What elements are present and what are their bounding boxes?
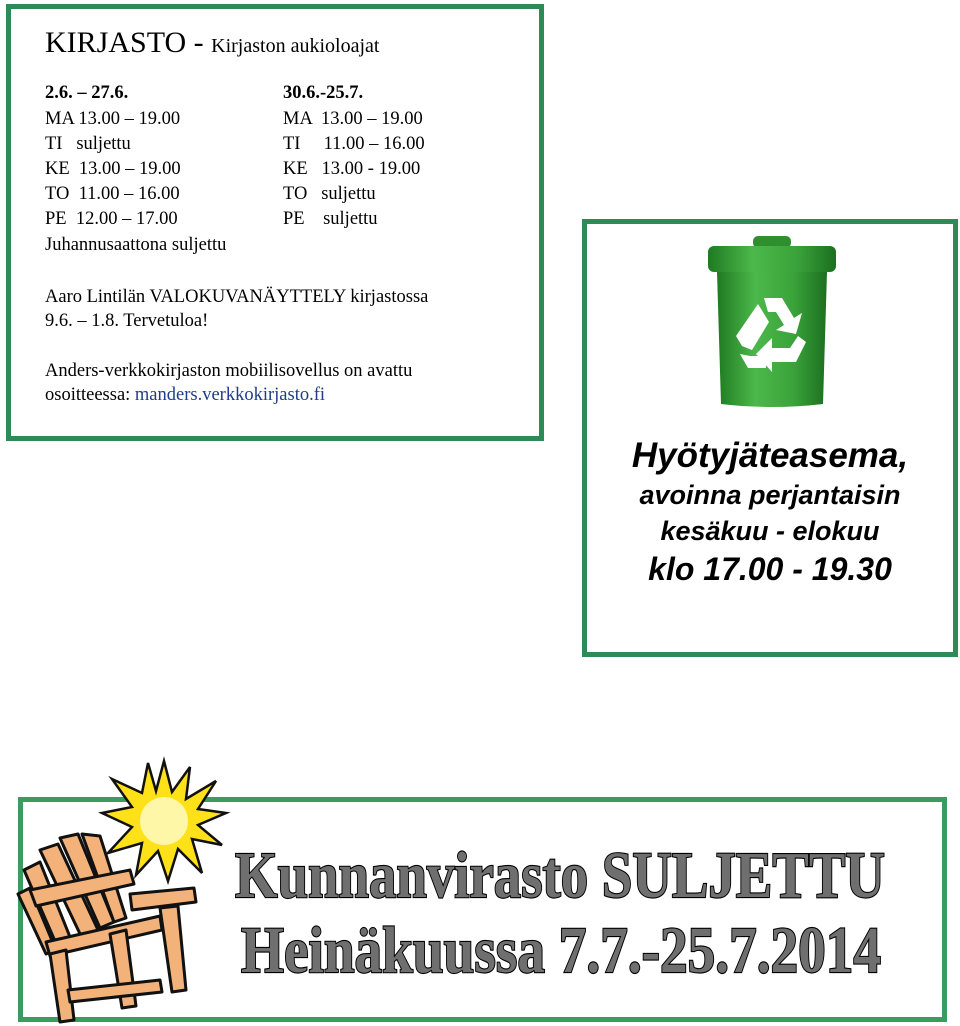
period2-heading: 30.6.-25.7. <box>283 83 364 103</box>
verkkokirjasto-link[interactable]: manders.verkkokirjasto.fi <box>134 385 326 405</box>
recycling-hours: klo 17.00 - 19.30 <box>648 551 892 587</box>
office-closed-line-1: Kunnanvirasto SULJETTU <box>235 839 885 912</box>
period2-row-wed: KE 13.00 - 19.00 <box>283 159 421 179</box>
period2-row-tue: TI 11.00 – 16.00 <box>283 134 425 154</box>
recycling-bin-icon <box>705 234 839 414</box>
exhibition-line-1: Aaro Lintilän VALOKUVANÄYTTELY kirjastossa <box>45 287 429 307</box>
period1-row-tue: TI suljettu <box>45 134 131 154</box>
library-notice <box>6 4 544 441</box>
midsummer-note: Juhannusaattona suljettu <box>45 235 227 255</box>
library-title-sub: Kirjaston aukioloajat <box>211 35 380 57</box>
recycling-station-notice <box>582 219 958 657</box>
period1-row-fri: PE 12.00 – 17.00 <box>45 209 178 229</box>
period1-row-mon: MA 13.00 – 19.00 <box>45 109 181 129</box>
app-line-2 <box>45 383 325 407</box>
library-title-main: KIRJASTO - <box>45 26 204 59</box>
recycling-title: Hyötyjäteasema, <box>631 436 909 475</box>
recycling-open-days: avoinna perjantaisin <box>639 480 901 510</box>
deck-chair-icon <box>10 830 200 1025</box>
library-title <box>45 26 379 63</box>
period1-row-wed: KE 13.00 – 19.00 <box>45 159 181 179</box>
office-closed-heading <box>233 837 933 987</box>
period1-row-thu: TO 11.00 – 16.00 <box>45 184 180 204</box>
period1-heading: 2.6. – 27.6. <box>45 83 129 103</box>
office-closed-line-2: Heinäkuussa 7.7.-25.7.2014 <box>241 914 881 987</box>
recycling-season: kesäkuu - elokuu <box>660 516 880 546</box>
period2-row-fri: PE suljettu <box>283 209 378 229</box>
period2-row-mon: MA 13.00 – 19.00 <box>283 109 423 129</box>
app-line-1: Anders-verkkokirjaston mobiilisovellus on avattu <box>45 361 413 381</box>
period2-row-thu: TO suljettu <box>283 184 376 204</box>
exhibition-line-2: 9.6. – 1.8. Tervetuloa! <box>45 311 209 331</box>
app-line-2-prefix: osoitteessa: <box>45 385 135 405</box>
